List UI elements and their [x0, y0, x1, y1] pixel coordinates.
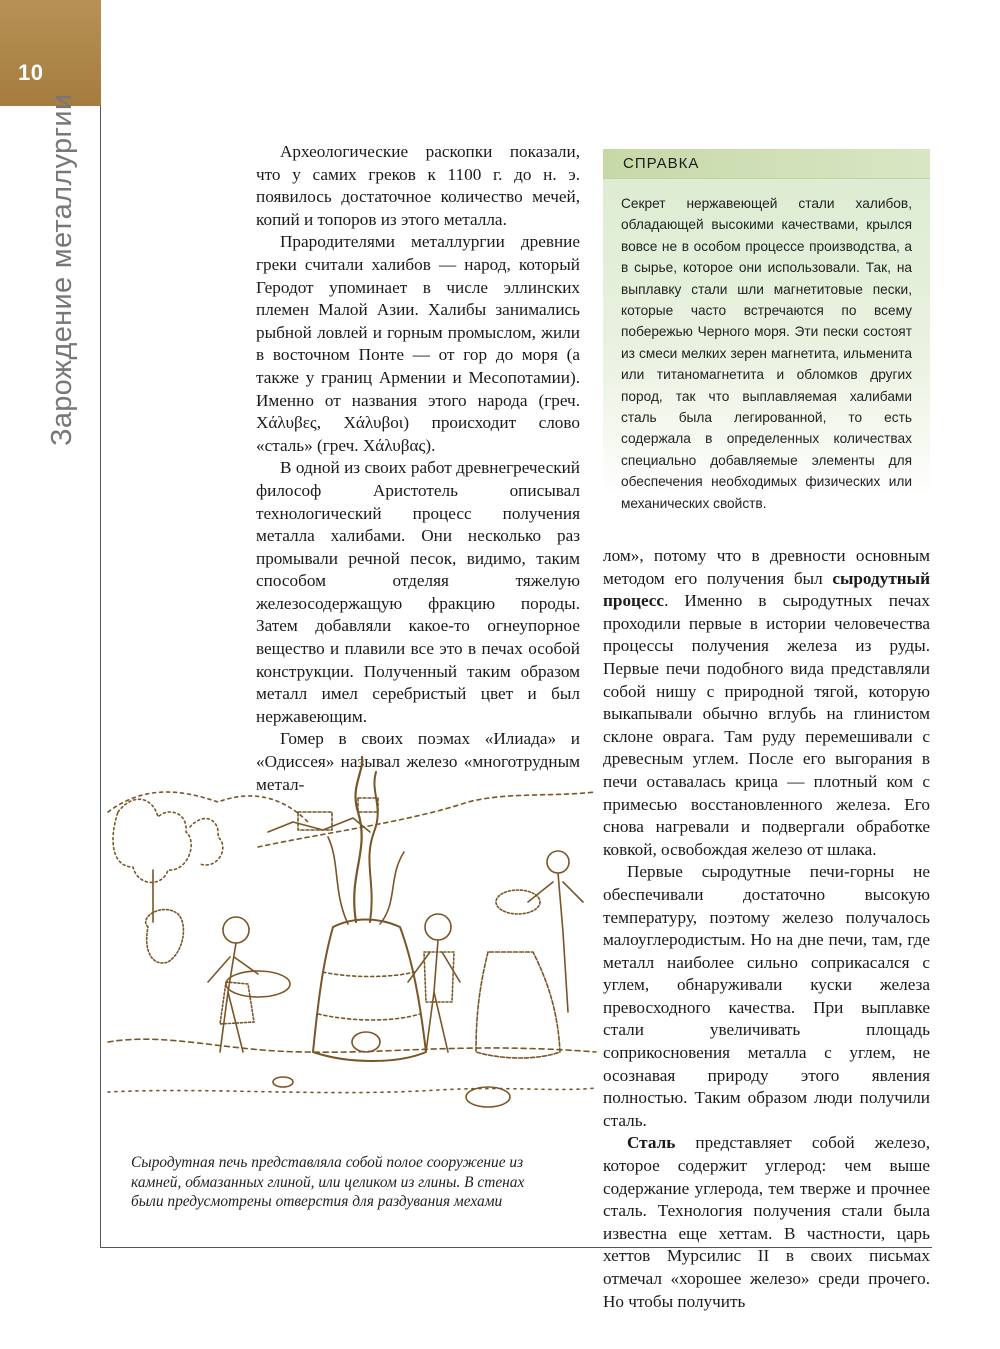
paragraph: В одной из своих работ древнегреческий философ Аристотель описывал технологический процесс получения металла халибами. Они несколько раз промывали речной песок, видимо, таким способом отделяя тяжелую железосодержащую фракцию породы. Затем добавляли какое-то огнеупорное вещество и плавили все это в печах особой конструкции. Полученный таким образом металл имел серебристый цвет и был нержавеющим. [256, 458, 580, 726]
paragraph [603, 1132, 930, 1313]
paragraph: Гомер в своих поэмах «Илиада» и «Одиссея» называл железо «многотрудным метал- [256, 729, 580, 794]
left-column [256, 141, 580, 796]
text-run: представляет собой железо, которое содержит углерод: чем выше содержание углерода, тем тверже и прочнее сталь. Технология получения стали была известна еще хеттам. В частности, царь хеттов Мурсилис II в своих письмах отмечал «хорошее железо» среди прочего. Но чтобы получить [603, 1133, 930, 1311]
figure-caption: Сыродутная печь представляла собой полое сооружение из камней, обмазанных глиной, или целиком из глины. В стенах были предусмотрены отверстия для раздувания мехами [131, 1154, 525, 1211]
margin-rule-vertical [100, 106, 101, 1248]
sidebar-text: Секрет нержавеющей стали халибов, обладающей высокими качествами, крылся вовсе не в особом процессе производства, а в сырье, которое они использовали. Так, на выплавку стали шли магнетитовые пески, которые часто встречаются по всему побережью Черного моря. Эти пески состоят из смеси мелких зерен магнетита, ильменита или титаномагнетита и обломков других пород, так что выплавляемая халибами сталь была легированной, то есть содержала в определенных количествах специально добавляемые элементы для обеспечения необходимых физических или механических свойств. [621, 196, 912, 511]
sidebar-heading: СПРАВКА [603, 149, 930, 179]
page-tab [0, 0, 101, 106]
text-run: лом», потому что в древности основным методом его получения был [603, 546, 930, 588]
paragraph [603, 545, 930, 861]
page-number: 10 [18, 60, 44, 85]
paragraph: Первые сыродутные печи-горны не обеспечивали достаточно высокую температуру, поэтому железо получалось малоуглеродистым. Но на дне печи, там, где металл наиболее сильно соприкасался с углем, обнаруживали куски железа превосходного качества. При выплавке стали увеличивать площадь соприкосновения металла с углем, не осознавая природу этого явления полностью. Таким образом люди получили сталь. [603, 862, 930, 1130]
paragraph: Прародителями металлургии древние греки считали халибов — народ, который Геродот упоминает в числе эллинских племен Малой Азии. Халибы занимались рыбной ловлей и горным промыслом, жили в восточном Понте — от гор до моря (а также у границ Армении и Месопотамии). Именно от названия этого народа (греч. Χάλυβες, Χάλυβοι) происходит слово «сталь» (греч. Χάλυβας). [256, 232, 580, 455]
reference-sidebar [603, 149, 930, 511]
furnace-illustration [108, 752, 596, 1144]
bold-term: сыродутный процесс [603, 568, 930, 611]
paragraph: Археологические раскопки показали, что у самих греков к 1100 г. до н. э. появилось достаточное количество мечей, копий и топоров из этого металла. [256, 142, 580, 229]
running-head: Зарождение металлургии [46, 93, 78, 446]
right-column [603, 545, 930, 1313]
text-run: . Именно в сыродутных печах проходили первые в истории человечества процессы получения железа из руды. Первые печи подобного вида представляли собой нишу с природной тягой, которую выкапывали обычно вглубь на глинистом склоне оврага. Там руду перемешивали с древесным углем. После его выгорания в печи оставалась крица — плотный ком с примесью восстановленного железа. Его снова нагревали и подвергали обработке ковкой, освобождая железо от шлака. [603, 591, 930, 859]
bold-term: Сталь [627, 1133, 676, 1153]
